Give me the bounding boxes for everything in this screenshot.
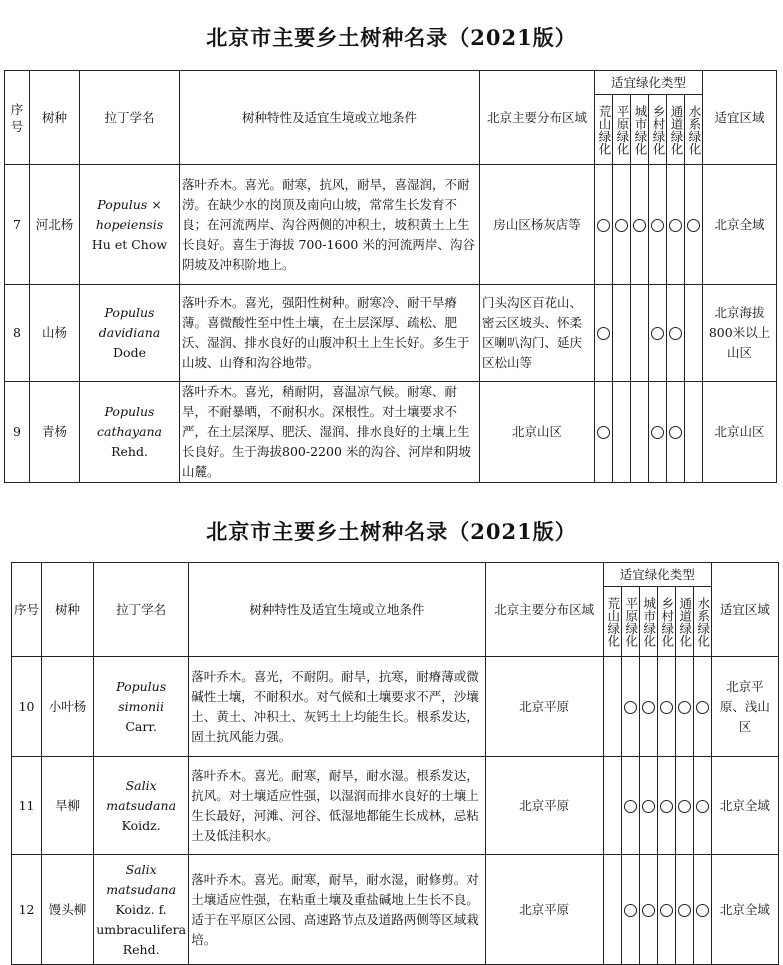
greening-type-cell — [675, 855, 693, 965]
greening-type-cell — [621, 657, 639, 757]
species-table-1 — [4, 70, 777, 483]
circle-mark-icon — [687, 219, 700, 232]
greening-type-cell — [613, 382, 631, 483]
circle-mark-icon — [660, 701, 673, 714]
distribution-text: 门头沟区百花山、密云区坡头、怀柔区喇叭沟门、延庆区松山等 — [480, 285, 595, 382]
latin-author: Rehd. — [111, 444, 148, 459]
greening-type-cell — [639, 757, 657, 855]
circle-mark-icon — [660, 800, 673, 813]
latin-author: Koidz. — [121, 817, 161, 833]
greening-type-cell — [667, 165, 685, 285]
greening-type-cell — [667, 382, 685, 483]
species-name: 馒头柳 — [42, 855, 94, 965]
circle-mark-icon — [696, 904, 709, 917]
circle-mark-icon — [678, 800, 691, 813]
header-type-rural: 乡村绿化 — [649, 95, 667, 165]
header-latin: 拉丁学名 — [80, 71, 180, 165]
latin-name — [80, 382, 180, 483]
circle-mark-icon — [615, 219, 628, 232]
circle-mark-icon — [651, 219, 664, 232]
latin-binomial: Salix matsudana — [106, 861, 177, 897]
suitable-region: 北京全域 — [711, 757, 778, 855]
header-greening-type: 适宜绿化类型 — [595, 71, 703, 95]
distribution-text: 房山区杨灰店等 — [480, 165, 595, 285]
traits-text: 落叶乔木。喜光，强阳性树种。耐寒冷、耐干旱瘠薄。喜微酸性至中性土壤，在土层深厚、疏松、肥沃、湿润、排水良好的山腹冲积土上生长好。多生于山坡、山脊和沟谷地带。 — [180, 285, 480, 382]
header-distribution: 北京主要分布区域 — [485, 563, 603, 657]
circle-mark-icon — [669, 327, 682, 340]
circle-mark-icon — [669, 426, 682, 439]
species-name: 青杨 — [30, 382, 80, 483]
traits-text: 落叶乔木。喜光。耐寒，耐旱，耐水湿。根系发达，抗风。对土壤适应性强，以湿润而排水良好的土壤上生长最好，河滩、河谷、低湿地都能生长成林，忌粘土及低洼积水。 — [189, 757, 485, 855]
circle-mark-icon — [597, 219, 610, 232]
header-type-plain: 平原绿化 — [621, 587, 639, 657]
latin-binomial: Populus davidiana — [98, 305, 161, 340]
header-type-corridor: 通道绿化 — [675, 587, 693, 657]
suitable-region: 北京全域 — [703, 165, 777, 285]
circle-mark-icon — [624, 904, 637, 917]
latin-name — [94, 657, 189, 757]
header-no: 序号 — [5, 71, 30, 165]
circle-mark-icon — [597, 327, 610, 340]
header-type-barren-hill: 荒山绿化 — [595, 95, 613, 165]
traits-text: 落叶乔木。喜光。耐寒，耐旱，耐水湿，耐修剪。对土壤适应性强，在粘重土壤及重盐碱地上生长不良。适于在平原区公园、高速路节点及道路两侧等区域栽培。 — [189, 855, 485, 965]
greening-type-cell — [693, 757, 711, 855]
species-name: 山杨 — [30, 285, 80, 382]
suitable-region: 北京海拔800米以上山区 — [703, 285, 777, 382]
circle-mark-icon — [642, 701, 655, 714]
header-type-rural: 乡村绿化 — [657, 587, 675, 657]
document-title: 北京市主要乡土树种名录（2021版） — [206, 25, 577, 50]
species-name: 旱柳 — [42, 757, 94, 855]
table-row — [5, 382, 777, 483]
latin-author: Hu et Chow — [91, 236, 168, 252]
suitable-region: 北京平原、浅山区 — [711, 657, 778, 757]
greening-type-cell — [685, 382, 703, 483]
latin-binomial: Populus cathayana — [97, 404, 162, 439]
document-title-repeat: 北京市主要乡土树种名录（2021版） — [206, 519, 577, 544]
suitable-region: 北京山区 — [703, 382, 777, 483]
distribution-text: 北京平原 — [485, 757, 603, 855]
circle-mark-icon — [642, 904, 655, 917]
header-traits: 树种特性及适宜生境或立地条件 — [180, 71, 480, 165]
circle-mark-icon — [678, 904, 691, 917]
greening-type-cell — [649, 285, 667, 382]
traits-text: 落叶乔木。喜光，稍耐阴，喜温凉气候。耐寒、耐旱，不耐暴晒，不耐积水。深根性。对土壤要求不严，在土层深厚、肥沃、湿润、排水良好的土壤上生长良好。生于海拔800-2200 米的沟谷、河岸和阴坡山麓。 — [180, 382, 480, 483]
greening-type-cell — [657, 855, 675, 965]
circle-mark-icon — [669, 219, 682, 232]
latin-author: Koidz. f. umbraculifera Rehd. — [96, 901, 187, 957]
greening-type-cell — [595, 382, 613, 483]
row-number: 8 — [5, 285, 30, 382]
latin-binomial: Populus simonii — [116, 678, 167, 714]
table-row — [12, 657, 779, 757]
header-latin: 拉丁学名 — [94, 563, 189, 657]
greening-type-cell — [595, 165, 613, 285]
row-number: 12 — [12, 855, 42, 965]
traits-text: 落叶乔木。喜光。耐寒，抗风，耐旱，喜湿润，不耐涝。在缺少水的岗顶及南向山坡，常常生长发育不良；在河流两岸、沟谷两侧的冲积土，坡积黄土上生长良好。喜生于海拔 700-1600 米的河流两岸、沟谷阴坡及冲积阶地上。 — [180, 165, 480, 285]
latin-binomial: Populus × hopeiensis — [95, 196, 164, 232]
header-type-water: 水系绿化 — [685, 95, 703, 165]
table-row — [5, 165, 777, 285]
header-region: 适宜区域 — [711, 563, 778, 657]
circle-mark-icon — [660, 904, 673, 917]
circle-mark-icon — [696, 800, 709, 813]
header-species: 树种 — [42, 563, 94, 657]
distribution-text: 北京山区 — [480, 382, 595, 483]
header-region: 适宜区域 — [703, 71, 777, 165]
greening-type-cell — [603, 657, 621, 757]
greening-type-cell — [657, 757, 675, 855]
header-traits: 树种特性及适宜生境或立地条件 — [189, 563, 485, 657]
greening-type-cell — [603, 855, 621, 965]
latin-author: Dode — [113, 345, 146, 360]
greening-type-cell — [693, 855, 711, 965]
latin-name — [94, 757, 189, 855]
row-number: 9 — [5, 382, 30, 483]
header-no: 序号 — [12, 563, 42, 657]
table-row — [12, 855, 779, 965]
greening-type-cell — [639, 855, 657, 965]
latin-name — [80, 165, 180, 285]
greening-type-cell — [675, 757, 693, 855]
greening-type-cell — [631, 382, 649, 483]
greening-type-cell — [649, 382, 667, 483]
latin-binomial: Salix matsudana — [106, 777, 177, 813]
greening-type-cell — [675, 657, 693, 757]
species-name: 河北杨 — [30, 165, 80, 285]
circle-mark-icon — [696, 701, 709, 714]
latin-name — [94, 855, 189, 965]
circle-mark-icon — [678, 701, 691, 714]
greening-type-cell — [603, 757, 621, 855]
species-name: 小叶杨 — [42, 657, 94, 757]
circle-mark-icon — [597, 426, 610, 439]
latin-author: Carr. — [125, 718, 157, 734]
header-distribution: 北京主要分布区域 — [480, 71, 595, 165]
latin-name — [80, 285, 180, 382]
row-number: 7 — [5, 165, 30, 285]
greening-type-cell — [657, 657, 675, 757]
header-type-plain: 平原绿化 — [613, 95, 631, 165]
greening-type-cell — [631, 285, 649, 382]
greening-type-cell — [667, 285, 685, 382]
traits-text: 落叶乔木。喜光，不耐阴。耐旱，抗寒，耐瘠薄或微碱性土壤，不耐积水。对气候和土壤要求不严，沙壤土、黄土、冲积土、灰钙土上均能生长。根系发达，固土抗风能力强。 — [189, 657, 485, 757]
greening-type-cell — [693, 657, 711, 757]
greening-type-cell — [613, 165, 631, 285]
row-number: 10 — [12, 657, 42, 757]
table-body — [5, 165, 777, 483]
greening-type-cell — [595, 285, 613, 382]
greening-type-cell — [639, 657, 657, 757]
distribution-text: 北京平原 — [485, 855, 603, 965]
row-number: 11 — [12, 757, 42, 855]
table-row — [12, 757, 779, 855]
circle-mark-icon — [624, 800, 637, 813]
circle-mark-icon — [633, 219, 646, 232]
header-type-urban: 城市绿化 — [639, 587, 657, 657]
greening-type-cell — [649, 165, 667, 285]
header-type-water: 水系绿化 — [693, 587, 711, 657]
greening-type-cell — [613, 285, 631, 382]
circle-mark-icon — [624, 701, 637, 714]
suitable-region: 北京全域 — [711, 855, 778, 965]
greening-type-cell — [621, 855, 639, 965]
table-row — [5, 285, 777, 382]
greening-type-cell — [685, 165, 703, 285]
greening-type-cell — [631, 165, 649, 285]
table-body — [12, 657, 779, 965]
header-type-barren-hill: 荒山绿化 — [603, 587, 621, 657]
circle-mark-icon — [642, 800, 655, 813]
header-type-urban: 城市绿化 — [631, 95, 649, 165]
header-type-corridor: 通道绿化 — [667, 95, 685, 165]
greening-type-cell — [621, 757, 639, 855]
distribution-text: 北京平原 — [485, 657, 603, 757]
header-species: 树种 — [30, 71, 80, 165]
greening-type-cell — [685, 285, 703, 382]
circle-mark-icon — [651, 426, 664, 439]
species-table-2 — [11, 562, 779, 965]
header-greening-type: 适宜绿化类型 — [603, 563, 711, 587]
circle-mark-icon — [651, 327, 664, 340]
